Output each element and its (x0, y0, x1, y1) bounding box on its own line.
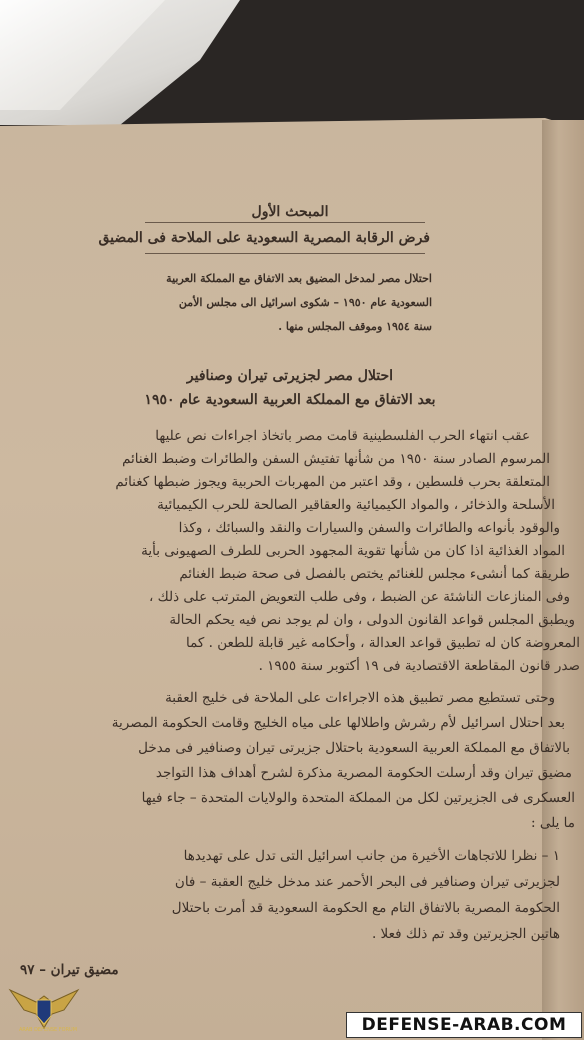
paragraph-line: المرسوم الصادر سنة ١٩٥٠ من شأنها تفتيش السفن والطائرات وضبط الغنائم (122, 451, 550, 467)
paragraph-line: العسكرى فى الجزيرتين لكل من المملكة المتحدة والولايات المتحدة – جاء فيها (141, 790, 575, 806)
main-heading: فرض الرقابة المصرية السعودية على الملاحة فى المضيق (98, 230, 430, 246)
summary-line: السعودية عام ١٩٥٠ – شكوى اسرائيل الى مجلس الأمن (178, 296, 432, 309)
paragraph-line: المتعلقة بحرب فلسطين ، وقد اعتبر من المهربات الحربية ويجوز ضبطها كغنائم (115, 474, 550, 490)
paragraph-line: ما يلى : (531, 815, 575, 831)
paragraph-line: بعد احتلال اسرائيل لأم رشرش واطلالها على مياه الخليج وقامت الحكومة المصرية (111, 715, 565, 731)
paragraph-line: ويطبق المجلس قواعد القانون الدولى ، وان لم يوجد نص فيه يحكم الحالة (169, 612, 575, 628)
watermark: DEFENSE-ARAB.COM (346, 1012, 582, 1038)
paragraph-line: طريقة كما أنشىء مجلس للغنائم يختص بالفصل فى صحة ضبط الغنائم (179, 566, 570, 582)
paragraph-line: مضيق تيران وقد أرسلت الحكومة المصرية مذكرة لشرح أهداف هذا التواجد (155, 765, 572, 781)
paragraph-line: عقب انتهاء الحرب الفلسطينية قامت مصر باتخاذ اجراءات نص عليها (155, 428, 530, 444)
heading-bottom-rule (145, 253, 425, 254)
paragraph-line: هاتين الجزيرتين وقد تم ذلك فعلا . (371, 926, 560, 942)
paragraph-line: الحكومة المصرية بالاتفاق التام مع الحكومة السعودية قد أمرت باحتلال (171, 900, 560, 916)
paragraph-line: وحتى تستطيع مصر تطبيق هذه الاجراءات على الملاحة فى خليج العقبة (165, 690, 555, 706)
subheading-title: احتلال مصر لجزيرتى تيران وصنافير (186, 368, 394, 384)
paragraph-line: المواد الغذائية اذا كان من شأنها تقوية المجهود الحربى للطرف الصهيونى بأية (141, 543, 565, 559)
heading-top-rule (145, 222, 425, 223)
summary-line: احتلال مصر لمدخل المضيق بعد الاتفاق مع المملكة العربية (166, 272, 432, 285)
paragraph-line: صدر قانون المقاطعة الاقتصادية فى ١٩ أكتوبر سنة ١٩٥٥ . (258, 658, 580, 674)
paragraph-line: لجزيرتى تيران وصنافير فى البحر الأحمر عند مدخل خليج العقبة – فان (174, 874, 560, 890)
subheading-subtitle: بعد الاتفاق مع المملكة العربية السعودية عام ١٩٥٠ (144, 392, 436, 408)
paragraph-line: والوقود بأنواعه والطائرات والسفن والسيارات والنقد والسبائك ، وكذا (178, 520, 560, 536)
paragraph-line: المعروضة كان له تطبيق قواعد العدالة ، وأحكامه غير قابلة للطعن . كما (186, 635, 580, 651)
paragraph-line: ١ – نظرا للاتجاهات الأخيرة من جانب اسرائيل التى تدل على تهديدها (183, 848, 560, 864)
paragraph-line: وفى المنازعات الناشئة عن الضبط ، وفى طلب التعويض المترتب على ذلك ، (148, 589, 570, 605)
section-title: المبحث الأول (251, 204, 329, 220)
summary-line: سنة ١٩٥٤ وموقف المجلس منها . (278, 320, 432, 333)
paragraph-line: بالاتفاق مع المملكة العربية السعودية باحتلال جزيرتى تيران وصنافير فى مدخل (138, 740, 570, 756)
page-footer: مضيق تيران – ٩٧ (20, 962, 119, 978)
paragraph-line: الأسلحة والذخائر ، والمواد الكيميائية والعقاقير الصالحة للحرب الكيميائية (157, 497, 555, 513)
logo-caption: ARAB DEFENSE FORUM (18, 1027, 78, 1033)
